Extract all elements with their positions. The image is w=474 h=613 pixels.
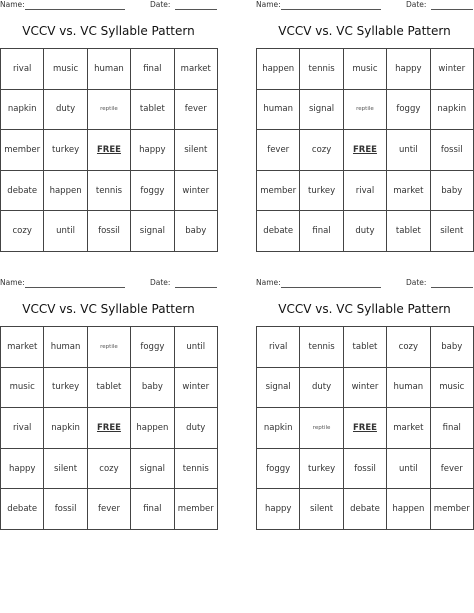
name-label: Name:: [0, 0, 25, 9]
grid-cell: silent: [431, 211, 474, 252]
name-label: Name:: [256, 278, 281, 287]
grid-cell: napkin: [44, 408, 87, 449]
grid-cell: member: [175, 489, 218, 530]
date-line[interactable]: [175, 9, 217, 10]
grid-cell: reptile: [88, 90, 131, 131]
grid-cell: human: [44, 327, 87, 368]
grid-cell: final: [131, 49, 174, 90]
date-line[interactable]: [431, 287, 473, 288]
grid-cell: cozy: [88, 449, 131, 490]
grid-cell: napkin: [1, 90, 44, 131]
grid-cell: reptile: [344, 90, 387, 131]
grid-cell: baby: [431, 171, 474, 212]
grid-cell: happen: [257, 49, 300, 90]
grid-cell: fossil: [44, 489, 87, 530]
grid-cell: fever: [88, 489, 131, 530]
grid-cell: duty: [344, 211, 387, 252]
grid-cell: fossil: [431, 130, 474, 171]
grid-cell: signal: [300, 90, 343, 131]
grid-cell: signal: [131, 449, 174, 490]
grid-cell: cozy: [387, 327, 430, 368]
name-line[interactable]: [25, 287, 125, 288]
card-title: VCCV vs. VC Syllable Pattern: [22, 302, 195, 316]
grid-cell: silent: [44, 449, 87, 490]
grid-cell: winter: [344, 368, 387, 409]
grid-cell: music: [431, 368, 474, 409]
grid-cell: duty: [175, 408, 218, 449]
grid-cell: tablet: [88, 368, 131, 409]
grid-cell: happy: [1, 449, 44, 490]
grid-cell: fever: [257, 130, 300, 171]
grid-cell: tennis: [300, 327, 343, 368]
card-title: VCCV vs. VC Syllable Pattern: [278, 24, 451, 38]
grid-cell: fossil: [344, 449, 387, 490]
name-date-row: [256, 0, 473, 12]
name-date-row: [256, 278, 473, 290]
grid-cell: tablet: [131, 90, 174, 131]
grid-cell: music: [44, 49, 87, 90]
grid-cell: human: [88, 49, 131, 90]
grid-cell: silent: [175, 130, 218, 171]
grid-cell: silent: [300, 489, 343, 530]
grid-cell: cozy: [300, 130, 343, 171]
grid-cell: baby: [175, 211, 218, 252]
name-label: Name:: [256, 0, 281, 9]
date-line[interactable]: [431, 9, 473, 10]
grid-cell: happen: [44, 171, 87, 212]
date-label: Date:: [406, 278, 427, 287]
grid-cell: tablet: [344, 327, 387, 368]
grid-cell: baby: [431, 327, 474, 368]
grid-cell: member: [431, 489, 474, 530]
grid-cell: turkey: [300, 449, 343, 490]
grid-cell: happen: [131, 408, 174, 449]
grid-cell: final: [131, 489, 174, 530]
free-space: FREE: [88, 130, 131, 171]
grid-cell: foggy: [257, 449, 300, 490]
grid-cell: happy: [387, 49, 430, 90]
grid-cell: winter: [175, 368, 218, 409]
name-line[interactable]: [25, 9, 125, 10]
grid-cell: turkey: [44, 130, 87, 171]
grid-cell: signal: [131, 211, 174, 252]
date-label: Date:: [150, 278, 171, 287]
bingo-grid: [0, 326, 218, 530]
grid-cell: happen: [387, 489, 430, 530]
grid-cell: baby: [131, 368, 174, 409]
grid-cell: final: [300, 211, 343, 252]
grid-cell: reptile: [300, 408, 343, 449]
grid-cell: music: [344, 49, 387, 90]
grid-cell: debate: [344, 489, 387, 530]
grid-cell: debate: [257, 211, 300, 252]
grid-cell: winter: [175, 171, 218, 212]
grid-cell: until: [387, 130, 430, 171]
date-label: Date:: [406, 0, 427, 9]
grid-cell: happy: [131, 130, 174, 171]
grid-cell: winter: [431, 49, 474, 90]
bingo-grid: [256, 48, 474, 252]
grid-cell: member: [1, 130, 44, 171]
date-label: Date:: [150, 0, 171, 9]
grid-cell: until: [44, 211, 87, 252]
grid-cell: member: [257, 171, 300, 212]
card-title: VCCV vs. VC Syllable Pattern: [22, 24, 195, 38]
free-space: FREE: [88, 408, 131, 449]
grid-cell: final: [431, 408, 474, 449]
grid-cell: tennis: [300, 49, 343, 90]
grid-cell: turkey: [44, 368, 87, 409]
grid-cell: fever: [431, 449, 474, 490]
free-space: FREE: [344, 408, 387, 449]
card-title: VCCV vs. VC Syllable Pattern: [278, 302, 451, 316]
grid-cell: duty: [44, 90, 87, 131]
grid-cell: foggy: [131, 327, 174, 368]
grid-cell: signal: [257, 368, 300, 409]
grid-cell: rival: [1, 408, 44, 449]
grid-cell: reptile: [88, 327, 131, 368]
date-line[interactable]: [175, 287, 217, 288]
grid-cell: until: [387, 449, 430, 490]
grid-cell: market: [387, 171, 430, 212]
grid-cell: happy: [257, 489, 300, 530]
grid-cell: until: [175, 327, 218, 368]
grid-cell: duty: [300, 368, 343, 409]
grid-cell: market: [175, 49, 218, 90]
free-space: FREE: [344, 130, 387, 171]
grid-cell: fossil: [88, 211, 131, 252]
grid-cell: market: [1, 327, 44, 368]
grid-cell: debate: [1, 171, 44, 212]
grid-cell: rival: [344, 171, 387, 212]
grid-cell: turkey: [300, 171, 343, 212]
grid-cell: debate: [1, 489, 44, 530]
bingo-grid: [256, 326, 474, 530]
grid-cell: tennis: [175, 449, 218, 490]
grid-cell: cozy: [1, 211, 44, 252]
grid-cell: human: [257, 90, 300, 131]
name-label: Name:: [0, 278, 25, 287]
grid-cell: fever: [175, 90, 218, 131]
grid-cell: foggy: [387, 90, 430, 131]
grid-cell: foggy: [131, 171, 174, 212]
grid-cell: human: [387, 368, 430, 409]
name-date-row: [0, 0, 217, 12]
name-line[interactable]: [281, 287, 381, 288]
name-date-row: [0, 278, 217, 290]
name-line[interactable]: [281, 9, 381, 10]
grid-cell: rival: [257, 327, 300, 368]
grid-cell: napkin: [257, 408, 300, 449]
bingo-grid: [0, 48, 218, 252]
grid-cell: market: [387, 408, 430, 449]
grid-cell: rival: [1, 49, 44, 90]
grid-cell: music: [1, 368, 44, 409]
grid-cell: napkin: [431, 90, 474, 131]
grid-cell: tennis: [88, 171, 131, 212]
grid-cell: tablet: [387, 211, 430, 252]
